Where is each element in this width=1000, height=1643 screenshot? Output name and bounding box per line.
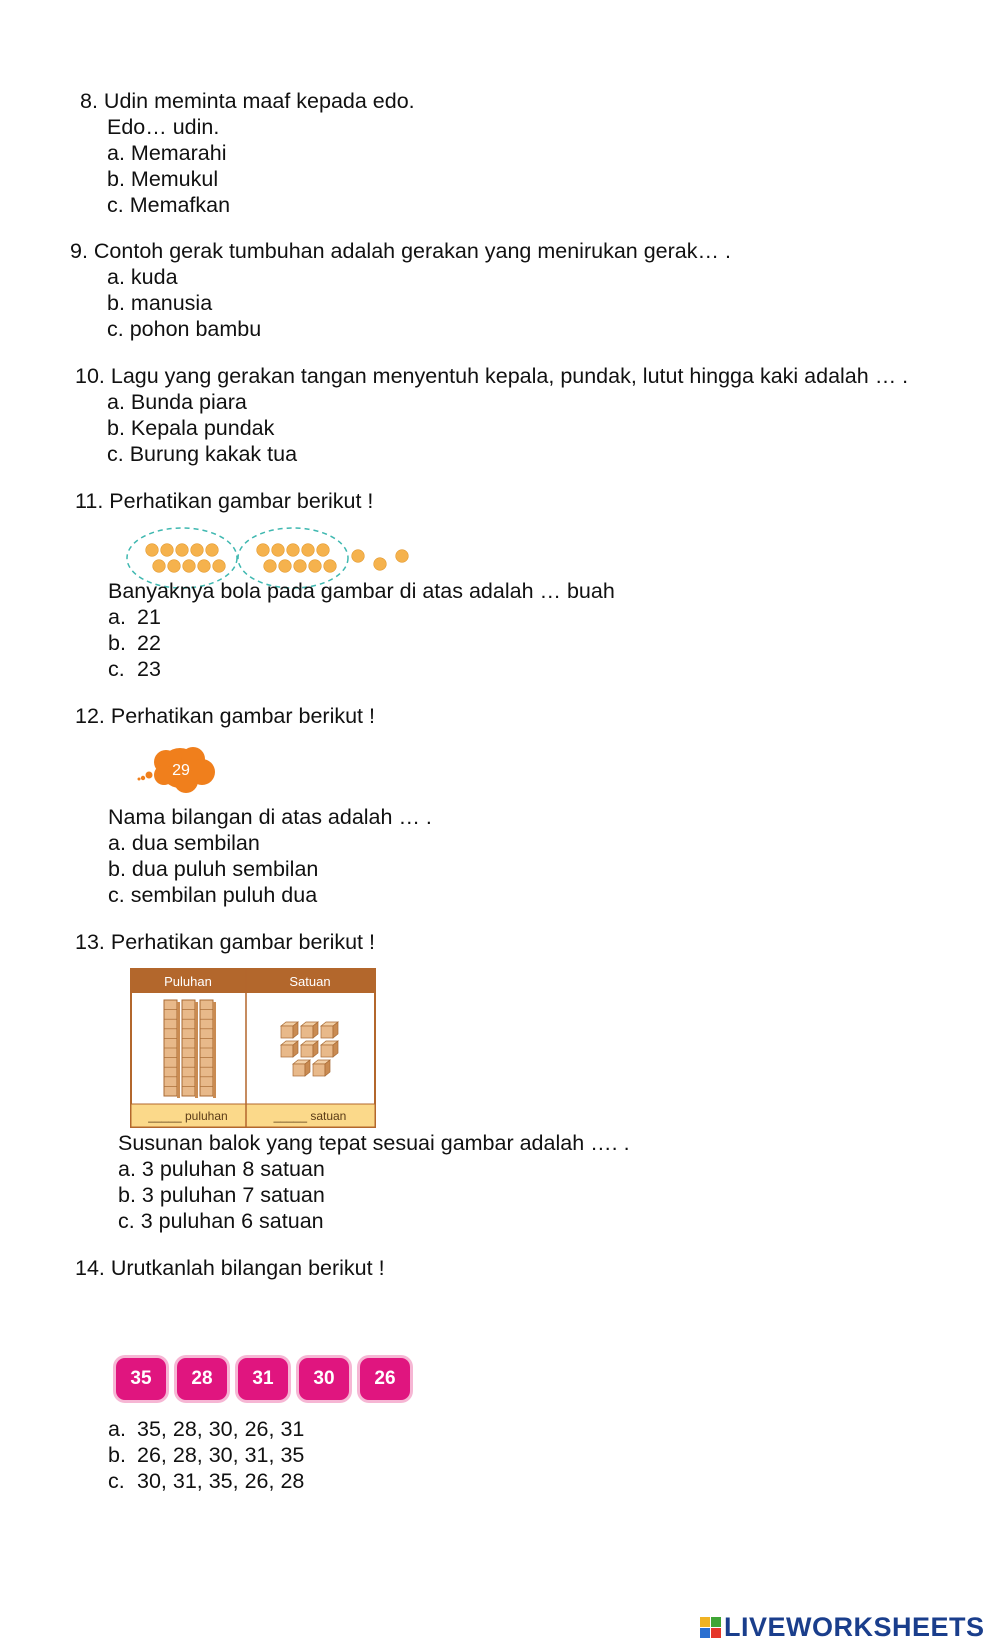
q14-option-c-text: 30, 31, 35, 26, 28 xyxy=(137,1469,305,1493)
number-tile-5: 26 xyxy=(360,1358,410,1400)
q8-number: 8. xyxy=(80,89,98,113)
q14-option-c[interactable] xyxy=(108,1468,304,1494)
number-tile-4: 30 xyxy=(299,1358,349,1400)
ball xyxy=(294,560,307,573)
q11-option-c[interactable] xyxy=(108,656,615,682)
liveworksheets-logo-icon xyxy=(700,1617,721,1638)
number-tile-3: 31 xyxy=(238,1358,288,1400)
table-footer-puluhan: _____ puluhan xyxy=(148,1109,228,1123)
unit-cube xyxy=(293,1060,310,1076)
ball xyxy=(272,544,285,557)
ball xyxy=(287,544,300,557)
ball xyxy=(161,544,174,557)
loose-ball xyxy=(396,550,409,563)
ball xyxy=(191,544,204,557)
ball xyxy=(257,544,270,557)
q12-question: Nama bilangan di atas adalah … . xyxy=(108,805,432,829)
ball xyxy=(324,560,337,573)
q14-option-a-text: 35, 28, 30, 26, 31 xyxy=(137,1417,305,1441)
question-13-body xyxy=(118,1130,630,1234)
q11-option-b-letter: b. xyxy=(108,631,126,655)
place-value-table xyxy=(130,968,380,1132)
q11-stem: 11. Perhatikan gambar berikut ! xyxy=(75,489,374,513)
ball xyxy=(198,560,211,573)
tens-rod xyxy=(164,1000,180,1098)
q10-stem: 10. Lagu yang gerakan tangan menyentuh kepala, pundak, lutut hingga kaki adalah … . xyxy=(75,364,909,388)
liveworksheets-logo[interactable] xyxy=(700,1612,985,1643)
q13-option-c[interactable]: c. 3 puluhan 6 satuan xyxy=(118,1209,324,1233)
q14-stem-wrap xyxy=(75,1255,385,1281)
ball xyxy=(176,544,189,557)
unit-cube xyxy=(321,1022,338,1038)
ball xyxy=(309,560,322,573)
question-9 xyxy=(70,238,731,342)
q11-question: Banyaknya bola pada gambar di atas adalah … buah xyxy=(108,579,615,603)
unit-cube xyxy=(321,1041,338,1057)
q11-option-a[interactable] xyxy=(108,604,615,630)
liveworksheets-logo-text: LIVEWORKSHEETS xyxy=(724,1612,985,1642)
number-cloud xyxy=(136,742,220,794)
q9-option-a[interactable]: a. kuda xyxy=(107,265,178,289)
question-12-body xyxy=(108,804,432,908)
ball xyxy=(279,560,292,573)
ball xyxy=(213,560,226,573)
question-14-body xyxy=(108,1416,304,1494)
q14-option-c-letter: c. xyxy=(108,1469,125,1493)
q13-stem: 13. Perhatikan gambar berikut ! xyxy=(75,930,375,954)
q10-option-a[interactable]: a. Bunda piara xyxy=(107,390,247,414)
q9-option-c[interactable]: c. pohon bambu xyxy=(107,317,262,341)
q11-option-c-letter: c. xyxy=(108,657,125,681)
table-header-satuan: Satuan xyxy=(289,974,331,989)
q10-option-c[interactable]: c. Burung kakak tua xyxy=(107,442,298,466)
loose-ball xyxy=(374,558,387,571)
table-footer-satuan: _____ satuan xyxy=(273,1109,347,1123)
loose-ball xyxy=(352,550,365,563)
unit-cube xyxy=(301,1041,318,1057)
ball xyxy=(206,544,219,557)
ball xyxy=(302,544,315,557)
ball xyxy=(317,544,330,557)
ball xyxy=(153,560,166,573)
ball xyxy=(183,560,196,573)
q14-option-b[interactable] xyxy=(108,1442,304,1468)
q8-option-b[interactable]: b. Memukul xyxy=(107,167,219,191)
q10-option-b[interactable]: b. Kepala pundak xyxy=(107,416,275,440)
tens-rod xyxy=(182,1000,198,1098)
q8-option-a[interactable]: a. Memarahi xyxy=(107,141,227,165)
tens-rod xyxy=(200,1000,216,1098)
q13-option-b[interactable]: b. 3 puluhan 7 satuan xyxy=(118,1183,325,1207)
question-10 xyxy=(75,363,908,467)
tens-rods xyxy=(164,1000,216,1098)
ball xyxy=(264,560,277,573)
q11-option-b-text: 22 xyxy=(137,631,161,655)
q13-question: Susunan balok yang tepat sesuai gambar adalah …. . xyxy=(118,1131,630,1155)
q12-stem: 12. Perhatikan gambar berikut ! xyxy=(75,704,375,728)
q11-option-a-letter: a. xyxy=(108,605,126,629)
q12-option-c[interactable]: c. sembilan puluh dua xyxy=(108,883,318,907)
q11-option-a-text: 21 xyxy=(137,605,161,629)
q12-option-b[interactable]: b. dua puluh sembilan xyxy=(108,857,319,881)
table-header-puluhan: Puluhan xyxy=(164,974,212,989)
unit-cube xyxy=(281,1041,298,1057)
q11-stem-wrap xyxy=(75,488,373,514)
q12-option-a[interactable]: a. dua sembilan xyxy=(108,831,260,855)
q8-option-c[interactable]: c. Memafkan xyxy=(107,193,231,217)
q14-option-b-letter: b. xyxy=(108,1443,126,1467)
ball xyxy=(146,544,159,557)
q11-option-b[interactable] xyxy=(108,630,615,656)
q8-stem: Udin meminta maaf kepada edo. xyxy=(103,89,415,113)
q13-stem-wrap xyxy=(75,929,375,955)
number-tile-2: 28 xyxy=(177,1358,227,1400)
q9-stem: 9. Contoh gerak tumbuhan adalah gerakan yang menirukan gerak… . xyxy=(70,239,731,263)
unit-cube xyxy=(313,1060,330,1076)
question-8 xyxy=(80,88,415,218)
q8-stem-2: Edo… udin. xyxy=(107,115,220,139)
q14-stem: 14. Urutkanlah bilangan berikut ! xyxy=(75,1256,385,1280)
cloud-number: 29 xyxy=(172,762,190,779)
q14-option-b-text: 26, 28, 30, 31, 35 xyxy=(137,1443,305,1467)
q11-option-c-text: 23 xyxy=(137,657,161,681)
unit-cube xyxy=(301,1022,318,1038)
ball xyxy=(168,560,181,573)
q14-option-a[interactable] xyxy=(108,1416,304,1442)
unit-cube xyxy=(281,1022,298,1038)
question-11-body xyxy=(108,578,615,682)
q9-option-b[interactable]: b. manusia xyxy=(107,291,213,315)
q14-option-a-letter: a. xyxy=(108,1417,126,1441)
number-tile-1: 35 xyxy=(116,1358,166,1400)
q12-stem-wrap xyxy=(75,703,375,729)
balls xyxy=(146,544,409,573)
q13-option-a[interactable]: a. 3 puluhan 8 satuan xyxy=(118,1157,325,1181)
